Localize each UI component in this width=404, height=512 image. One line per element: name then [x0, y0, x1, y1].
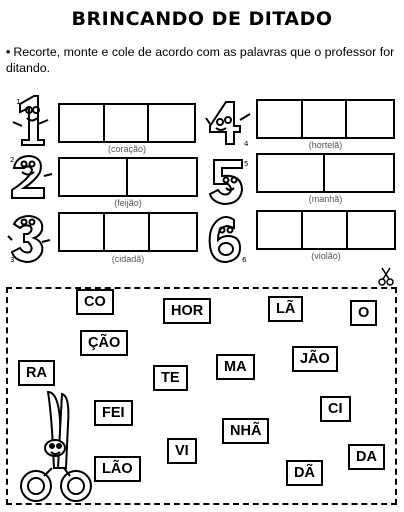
number-six-icon — [204, 214, 250, 264]
syllable-card[interactable]: JÃO — [292, 346, 338, 372]
answer-boxes-6 — [256, 210, 396, 250]
number-five-icon — [206, 156, 250, 206]
answer-boxes-3 — [58, 212, 198, 252]
syllable-card[interactable]: ÇÃO — [80, 330, 128, 356]
syllable-card[interactable]: HOR — [163, 298, 211, 324]
syllable-card[interactable]: LÃO — [94, 456, 141, 482]
syllable-card[interactable]: CI — [320, 396, 351, 422]
number-label: 2 — [10, 156, 15, 164]
instruction-text: Recorte, monte e cole de acordo com as palavras que o professor for ditando. — [6, 45, 395, 75]
answer-boxes-5 — [256, 153, 395, 193]
word-caption-3: (cidadã) — [111, 254, 145, 264]
instructions — [6, 44, 398, 76]
number-label: 1 — [16, 98, 21, 106]
answer-boxes-1 — [58, 103, 196, 143]
syllable-card[interactable]: DA — [348, 444, 385, 470]
syllable-card[interactable]: CO — [76, 289, 114, 315]
syllable-card[interactable]: DÃ — [286, 460, 323, 486]
number-three-icon — [8, 214, 52, 264]
syllable-card[interactable]: TE — [153, 365, 188, 391]
word-caption-2: (feijão) — [114, 198, 142, 208]
word-caption-4: (hortelã) — [308, 140, 343, 150]
number-label: 6 — [242, 256, 247, 264]
number-label: 3 — [10, 256, 15, 264]
syllable-card[interactable]: RA — [18, 360, 55, 386]
number-one-icon — [10, 94, 52, 146]
word-caption-1: (coração) — [107, 144, 146, 154]
worksheet-title: BRINCANDO DE DITADO — [71, 8, 333, 30]
cut-mark-icon — [378, 266, 394, 286]
syllable-card[interactable]: VI — [167, 438, 197, 464]
scissors-icon — [18, 390, 96, 505]
syllable-card[interactable]: LÃ — [268, 296, 303, 322]
number-label: 5 — [244, 160, 249, 168]
number-two-icon — [8, 154, 54, 202]
word-caption-6: (violão) — [311, 251, 341, 261]
syllable-card[interactable]: O — [350, 300, 377, 326]
number-four-icon — [204, 100, 254, 148]
bullet: • — [6, 45, 11, 59]
answer-boxes-2 — [58, 157, 198, 197]
word-caption-5: (manhã) — [308, 194, 343, 204]
syllable-card[interactable]: FEI — [94, 400, 133, 426]
syllable-card[interactable]: MA — [216, 354, 255, 380]
answer-boxes-4 — [256, 99, 395, 139]
syllable-card[interactable]: NHÃ — [222, 418, 269, 444]
number-label: 4 — [244, 140, 249, 148]
